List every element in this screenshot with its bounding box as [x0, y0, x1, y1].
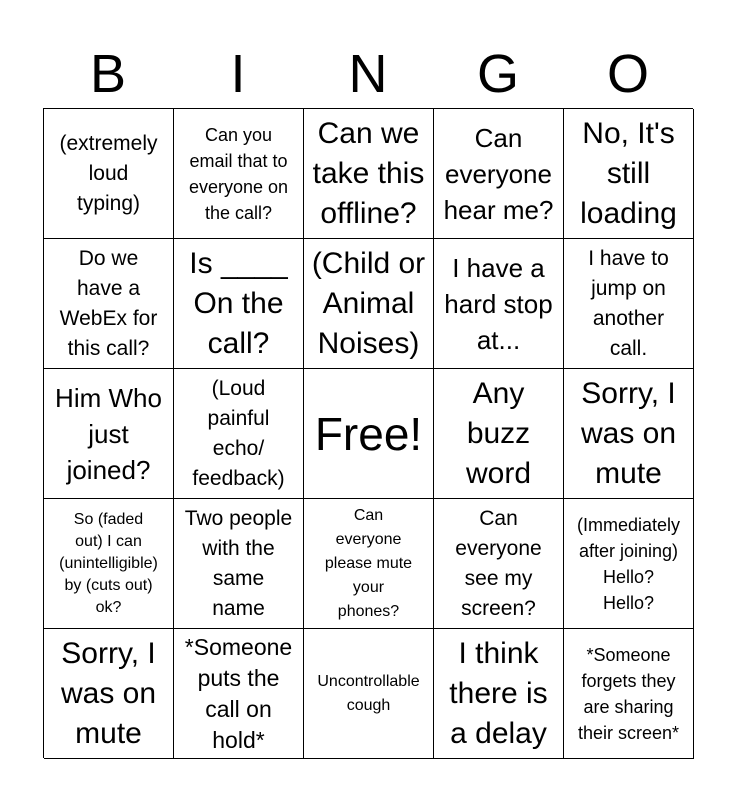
bingo-header	[43, 40, 693, 108]
cell-text: Any buzz word	[465, 376, 532, 490]
bingo-cell[interactable]	[564, 499, 694, 629]
bingo-cell[interactable]	[564, 369, 694, 499]
bingo-cell[interactable]	[434, 369, 564, 499]
bingo-cell[interactable]	[564, 239, 694, 369]
cell-text: Him Who just joined?	[55, 382, 162, 485]
bingo-cell[interactable]	[304, 239, 434, 369]
cell-text: Two people with the same name	[184, 506, 293, 620]
bingo-cell[interactable]	[564, 109, 694, 239]
bingo-cell[interactable]	[304, 499, 434, 629]
header-letter-b: B	[89, 44, 127, 104]
bingo-cell[interactable]	[434, 239, 564, 369]
bingo-cell[interactable]	[434, 629, 564, 759]
cell-text: No, It's still loading	[580, 116, 677, 230]
cell-text: I have a hard stop at...	[444, 252, 553, 355]
cell-text: *Someone puts the call on hold*	[184, 633, 293, 753]
cell-text: Do we have a WebEx for this call?	[59, 246, 158, 360]
cell-text: Can everyone hear me?	[443, 122, 554, 225]
cell-text: Sorry, I was on mute	[580, 376, 677, 490]
header-letter-o: O	[606, 44, 649, 104]
bingo-cell[interactable]	[434, 109, 564, 239]
cell-text: Uncontrollable cough	[317, 672, 420, 714]
free-space-text: Free!	[314, 407, 423, 460]
cell-text: Sorry, I was on mute	[60, 636, 157, 750]
bingo-cell[interactable]	[174, 239, 304, 369]
cell-text: Can we take this offline?	[312, 116, 425, 230]
bingo-cell[interactable]	[174, 109, 304, 239]
bingo-grid	[43, 108, 693, 758]
bingo-cell[interactable]	[434, 499, 564, 629]
bingo-cell[interactable]	[174, 499, 304, 629]
bingo-cell[interactable]	[564, 629, 694, 759]
bingo-cell[interactable]	[44, 239, 174, 369]
bingo-cell[interactable]	[174, 629, 304, 759]
cell-text: (Child or Animal Noises)	[311, 246, 426, 360]
cell-text: Can everyone please mute your phones?	[324, 506, 413, 620]
free-space-cell[interactable]	[304, 369, 434, 499]
bingo-cell[interactable]	[44, 109, 174, 239]
cell-text: Can everyone see my screen?	[455, 506, 542, 620]
cell-text: (Immediately after joining) Hello? Hello?	[576, 514, 681, 613]
cell-text: Can you email that to everyone on the call?	[188, 124, 289, 223]
bingo-cell[interactable]	[44, 629, 174, 759]
bingo-cell[interactable]	[304, 109, 434, 239]
header-letter-n: N	[348, 44, 388, 104]
cell-text: (extremely loud typing)	[59, 131, 158, 215]
cell-text: So (faded out) I can (unintelligible) by (cuts out) ok?	[59, 510, 158, 616]
bingo-cell[interactable]	[44, 499, 174, 629]
cell-text: (Loud painful echo/ feedback)	[192, 376, 285, 490]
bingo-cell[interactable]	[174, 369, 304, 499]
bingo-cell[interactable]	[304, 629, 434, 759]
header-letter-g: G	[476, 44, 519, 104]
cell-text: Is ____ On the call?	[189, 246, 288, 360]
header-letter-i: I	[230, 44, 246, 104]
cell-text: I have to jump on another call.	[588, 246, 669, 360]
cell-text: *Someone forgets they are sharing their screen*	[577, 644, 680, 743]
bingo-cell[interactable]	[44, 369, 174, 499]
cell-text: I think there is a delay	[449, 636, 548, 750]
